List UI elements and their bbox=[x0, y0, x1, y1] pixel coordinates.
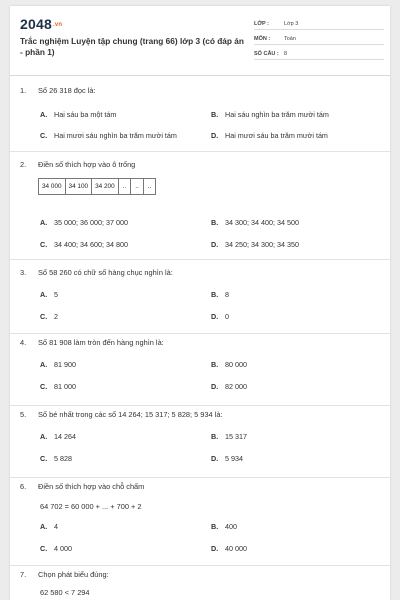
worksheet-page bbox=[10, 6, 390, 600]
question-7 bbox=[10, 566, 390, 600]
option-b[interactable]: B. Hai sáu nghìn ba trăm mười tám bbox=[211, 110, 329, 119]
question-2 bbox=[10, 152, 390, 260]
meta-label: MÔN : bbox=[254, 36, 271, 42]
sequence-blank-cell[interactable]: .. bbox=[131, 179, 144, 194]
sequence-blank-cell[interactable]: .. bbox=[119, 179, 132, 194]
question-statement: 62 580 < 7 294 bbox=[40, 588, 90, 597]
option-b[interactable]: B. 34 300; 34 400; 34 500 bbox=[211, 218, 299, 227]
option-c[interactable]: C. 81 000 bbox=[40, 382, 76, 391]
question-expression: 64 702 = 60 000 + ... + 700 + 2 bbox=[40, 502, 142, 511]
option-b[interactable]: B. 8 bbox=[211, 290, 229, 299]
meta-row-count bbox=[254, 46, 384, 60]
option-a[interactable]: A. 81 900 bbox=[40, 360, 76, 369]
question-text: 1. Số 26 318 đọc là: bbox=[20, 86, 96, 95]
option-d[interactable]: D. 34 250; 34 300; 34 350 bbox=[211, 240, 299, 249]
question-text: 7. Chọn phát biểu đúng: bbox=[20, 570, 109, 579]
logo-suffix: .vn bbox=[52, 22, 63, 29]
number-sequence-table bbox=[38, 178, 156, 195]
question-text: 3. Số 58 260 có chữ số hàng chục nghìn là: bbox=[20, 268, 173, 277]
option-a[interactable]: A. 14 264 bbox=[40, 432, 76, 441]
option-d[interactable]: D. Hai mươi sáu ba trăm mười tám bbox=[211, 131, 328, 140]
sequence-cell: 34 100 bbox=[66, 179, 93, 194]
question-4 bbox=[10, 334, 390, 406]
meta-row-grade bbox=[254, 16, 384, 30]
question-text: 2. Điền số thích hợp vào ô trống bbox=[20, 160, 136, 169]
meta-value: 8 bbox=[284, 51, 288, 57]
option-c[interactable]: C. 5 828 bbox=[40, 454, 72, 463]
option-c[interactable]: C. 34 400; 34 600; 34 800 bbox=[40, 240, 128, 249]
option-d[interactable]: D. 5 934 bbox=[211, 454, 243, 463]
worksheet-header bbox=[10, 6, 390, 76]
logo-main: 2048 bbox=[20, 16, 52, 32]
question-5 bbox=[10, 406, 390, 478]
worksheet-title: Trắc nghiệm Luyện tập chung (trang 66) lớp 3 (có đáp án - phần 1) bbox=[20, 36, 244, 57]
sequence-cell: 34 000 bbox=[39, 179, 66, 194]
meta-label: LỚP : bbox=[254, 21, 269, 27]
option-c[interactable]: C. 4 000 bbox=[40, 544, 72, 553]
option-c[interactable]: C. 2 bbox=[40, 312, 58, 321]
question-6 bbox=[10, 478, 390, 566]
option-d[interactable]: D. 82 000 bbox=[211, 382, 247, 391]
question-1 bbox=[10, 76, 390, 152]
option-a[interactable]: A. 35 000; 36 000; 37 000 bbox=[40, 218, 128, 227]
meta-row-subject bbox=[254, 31, 384, 45]
meta-value: Toán bbox=[284, 36, 296, 42]
option-b[interactable]: B. 80 000 bbox=[211, 360, 247, 369]
option-c[interactable]: C. Hai mươi sáu nghìn ba trăm mười tám bbox=[40, 131, 177, 140]
option-d[interactable]: D. 40 000 bbox=[211, 544, 247, 553]
option-b[interactable]: B. 15 317 bbox=[211, 432, 247, 441]
meta-label: SỐ CÂU : bbox=[254, 51, 279, 57]
question-text: 4. Số 81 908 làm tròn đến hàng nghìn là: bbox=[20, 338, 164, 347]
worksheet-meta bbox=[254, 16, 384, 61]
question-text: 5. Số bé nhất trong các số 14 264; 15 317; 5 828; 5 934 là: bbox=[20, 410, 223, 419]
option-a[interactable]: A. Hai sáu ba một tám bbox=[40, 110, 117, 119]
meta-value: Lớp 3 bbox=[284, 21, 299, 27]
option-a[interactable]: A. 4 bbox=[40, 522, 58, 531]
option-d[interactable]: D. 0 bbox=[211, 312, 229, 321]
question-text: 6. Điền số thích hợp vào chỗ chấm bbox=[20, 482, 145, 491]
option-b[interactable]: B. 400 bbox=[211, 522, 237, 531]
sequence-cell: 34 200 bbox=[92, 179, 119, 194]
site-logo[interactable] bbox=[20, 16, 62, 32]
sequence-blank-cell[interactable]: .. bbox=[147, 183, 152, 190]
option-a[interactable]: A. 5 bbox=[40, 290, 58, 299]
question-3 bbox=[10, 260, 390, 334]
